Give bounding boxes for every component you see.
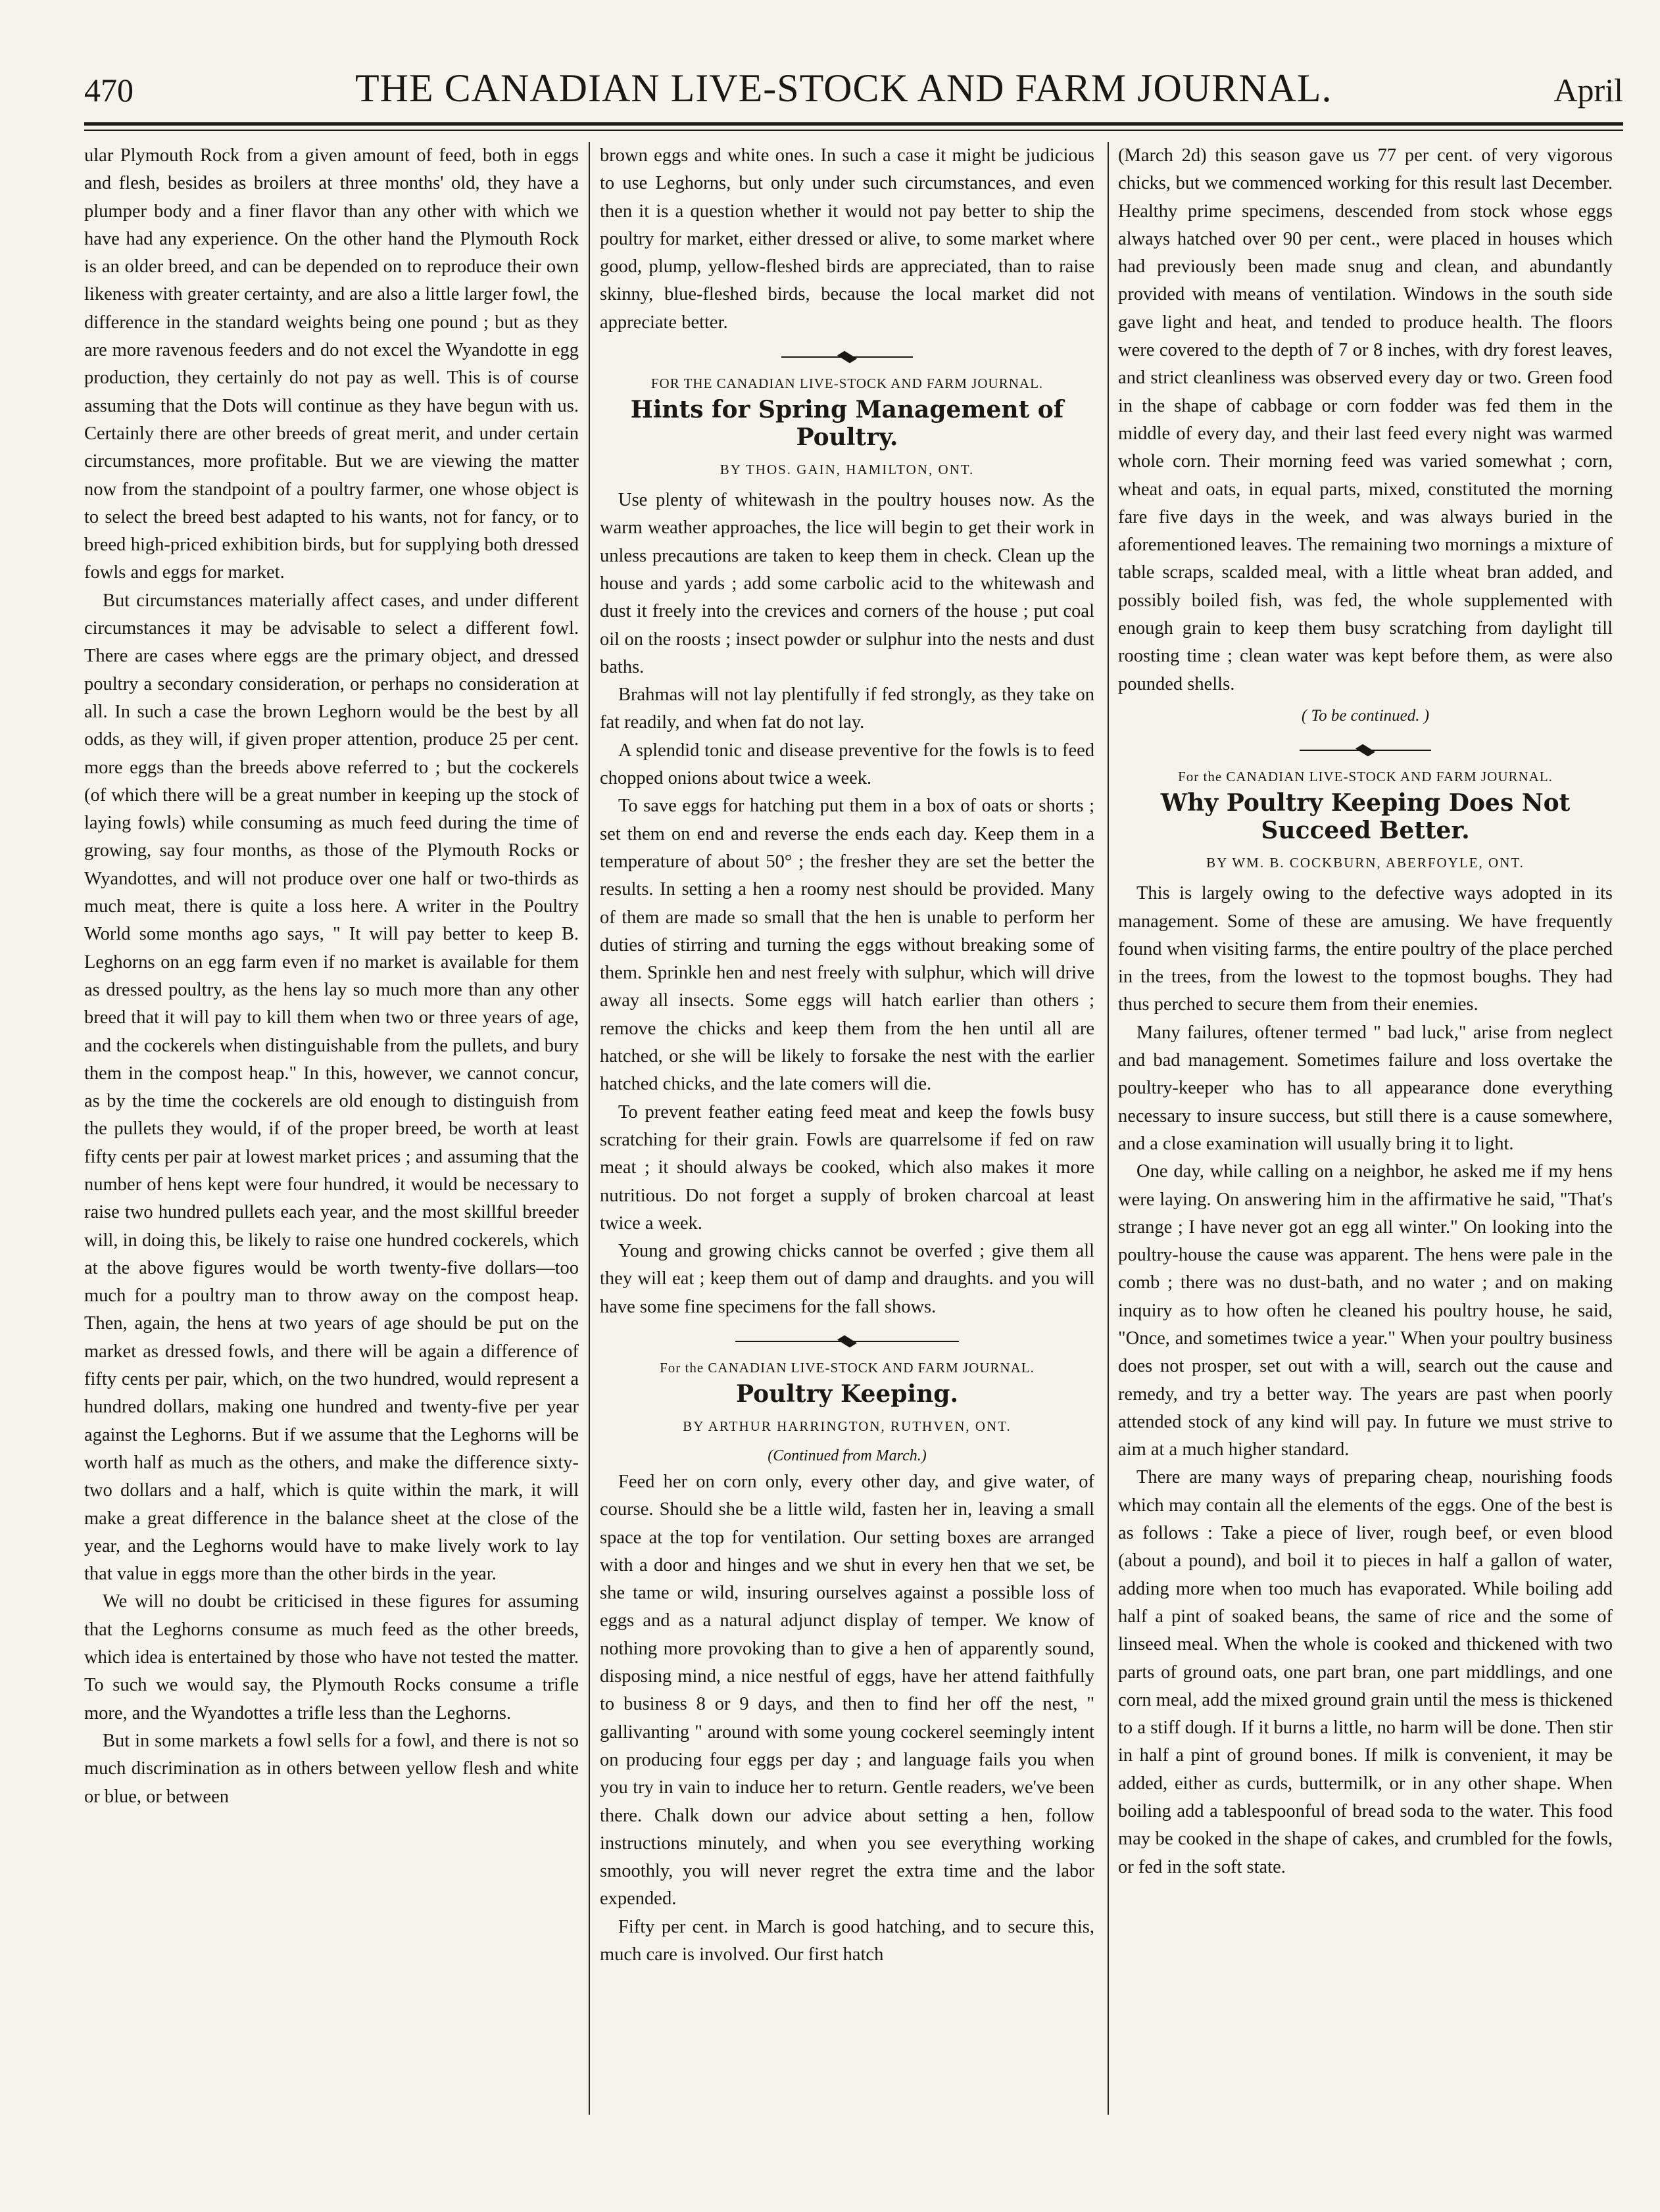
article-source: For the CANADIAN LIVE-STOCK AND FARM JOURNAL.	[1178, 769, 1553, 785]
column-3	[1118, 142, 1613, 2115]
article-title: Hints for Spring Management of Poultry.	[630, 396, 1064, 452]
header-rule-thin	[84, 130, 1623, 131]
paragraph: Fifty per cent. in March is good hatching, and to secure this, much care is involved. Our first hatch	[600, 1916, 1094, 1965]
page-number: 470	[84, 72, 134, 108]
paragraph: brown eggs and white ones. In such a case it might be judicious to use Leghorns, but only under such circumstances, and even then it is a question whether it would not pay better to ship the poultry for market, either dressed or alive, to some market where good, plump, yellow-fleshed birds are appreciated, than to raise skinny, blue-fleshed birds, because the local market did not appreciate better.	[600, 145, 1094, 333]
section-separator	[781, 354, 913, 360]
journal-title: THE CANADIAN LIVE-STOCK AND FARM JOURNAL.	[355, 66, 1332, 110]
article-byline: BY ARTHUR HARRINGTON, RUTHVEN, ONT.	[683, 1418, 1012, 1434]
paragraph: But in some markets a fowl sells for a fowl, and there is not so much discrimination as in others between yellow flesh and white or blue, or between	[84, 1730, 579, 1807]
column-divider	[589, 142, 590, 2115]
paragraph: This is largely owing to the defective ways adopted in its management. Some of these are amusing. We have frequently found when visiting farms, the entire poultry of the place perched in the trees, from the lowest to the topmost boughs. They had thus perched to secure them from their enemies.	[1118, 883, 1613, 1015]
page-header	[84, 66, 1623, 118]
paragraph: To prevent feather eating feed meat and keep the fowls busy scratching for their grain. Fowls are quarrelsome if fed on raw meat ; it should always be cooked, which also makes it more nutritious. Do not forget a supply of broken charcoal at least twice a week.	[600, 1101, 1094, 1234]
article-byline: BY WM. B. COCKBURN, ABERFOYLE, ONT.	[1206, 855, 1525, 871]
column-divider	[1108, 142, 1109, 2115]
paragraph: There are many ways of preparing cheap, nourishing foods which may contain all the elements of the eggs. One of the best is as follows : Take a piece of liver, rough beef, or even blood (about a pound), and boil it to pieces in half a gallon of water, adding more when too much has evaporated. While boiling add half a pint of soaked beans, the same of rice and the some of linseed meal. When the whole is cooked and thickened with two parts of ground oats, one part bran, one part middlings, and one corn meal, add the mixed ground grain until the mess is thickened to a stiff dough. If it burns a little, no harm will be done. Then stir in half a pint of ground bones. If milk is convenient, it may be added, either as curds, buttermilk, or in any other shape. When boiling add a tablespoonful of bread soda to the water. This food may be cooked in the shape of cakes, and crumbled for the fowls, or fed in the soft state.	[1118, 1467, 1613, 1877]
article-title: Why Poultry Keeping Does Not Succeed Better.	[1160, 789, 1571, 845]
article-source: For the CANADIAN LIVE-STOCK AND FARM JOURNAL.	[660, 1359, 1035, 1376]
column-2	[600, 142, 1094, 2115]
article-source: FOR THE CANADIAN LIVE-STOCK AND FARM JOURNAL.	[650, 375, 1044, 392]
paragraph: A splendid tonic and disease preventive for the fowls is to feed chopped onions about twice a week.	[600, 740, 1094, 789]
paragraph: We will no doubt be criticised in these figures for assuming that the Leghorns consume as much feed as the other breeds, which idea is entertained by those who have not tested the matter. To such we would say, the Plymouth Rocks consume a trifle more, and the Wyandottes a trifle less than the Leghorns.	[84, 1591, 579, 1723]
paragraph: Use plenty of whitewash in the poultry houses now. As the warm weather approaches, the lice will begin to get their work in unless precautions are taken to keep them in check. Clean up the house and yards ; add some carbolic acid to the whitewash and dust it freely into the crevices and corners of the house ; put coal oil on the roosts ; insect powder or sulphur into the nests and dust baths.	[600, 490, 1094, 677]
continued-note: (Continued from March.)	[768, 1447, 927, 1464]
paragraph: Feed her on corn only, every other day, and give water, of course. Should she be a little wild, fasten her in, leaving a small space at the top for ventilation. Our setting boxes are arranged with a door and hinges and we shut in every hen that we set, be she tame or wild, insuring ourselves against a possible loss of eggs and as a natural adjunct display of temper. We know of nothing more provoking than to give a hen of apparently sound, disposing mind, a nice nestful of eggs, have her attend faithfully to business 8 or 9 days, and then to find her off the nest, " gallivanting " around with some young cockerel seemingly intent on producing four eggs per day ; and language fails you when you try in vain to induce her to return. Gentle readers, we've been there. Chalk down our advice about setting a hen, follow instructions minutely, and when you see everything working smoothly, you will never regret the extra time and the labor expended.	[600, 1471, 1094, 1910]
header-rule	[84, 122, 1623, 126]
article-byline: BY THOS. GAIN, HAMILTON, ONT.	[720, 462, 975, 478]
section-separator	[1300, 747, 1431, 754]
paragraph: (March 2d) this season gave us 77 per cent. of very vigorous chicks, but we commenced working for this result last December. Healthy prime specimens, descended from stock whose eggs always hatched over 90 per cent., were placed in houses which had previously been made snug and clean, and abundantly provided with means of ventilation. Windows in the south side gave light and heat, and tended to produce health. The floors were covered to the depth of 7 or 8 inches, with dry forest leaves, and strict cleanliness was observed every day or two. Green food in the shape of cabbage or corn fodder was fed them in the middle of every day, and their last feed every night was warmed whole corn. Their morning feed was varied somewhat ; corn, wheat and oats, in equal parts, mixed, constituted the morning fare five days in the week, and was always buried in the aforementioned leaves. The remaining two mornings a mixture of table scraps, scalded meal, with a little wheat bran added, and possibly boiled fish, was fed, the whole supplemented with enough grain to keep them busy scratching from daylight till roosting time ; clean water was kept before them, as were also pounded shells.	[1118, 145, 1613, 694]
paragraph: Many failures, oftener termed " bad luck," arise from neglect and bad management. Sometimes failure and loss overtake the poultry-keeper who has to all appearance done everything necessary to insure success, but still there is a cause somewhere, and a close examination will usually bring it to light.	[1118, 1022, 1613, 1154]
section-separator	[735, 1338, 959, 1345]
column-1	[84, 142, 579, 2115]
paragraph: One day, while calling on a neighbor, he asked me if my hens were laying. On answering him in the affirmative he said, "That's strange ; I have never got an egg all winter." On looking into the poultry-house the cause was apparent. The hens were pale in the comb ; there was no dust-bath, and no water ; and on making inquiry as to how often he cleaned his poultry house, he said, "Once, and sometimes twice a year." When your poultry business does not prosper, set out with a will, search out the cause and remedy, and try a better way. The years are past when poorly attended stock of any kind will pay. In future we must strive to aim at a much higher standard.	[1118, 1161, 1613, 1460]
paragraph: To save eggs for hatching put them in a box of oats or shorts ; set them on end and reverse the ends each day. Keep them in a temperature of about 50° ; the fresher they are set the better the results. In setting a hen a roomy nest should be provided. Many of them are made so small that the hen is unable to perform her duties of stirring and turning the eggs without breaking some of them. Sprinkle hen and nest freely with sulphur, which will drive away all insects. Some eggs will hatch earlier than others ; remove the chicks and keep them from the hen until all are hatched, or she will be likely to forsake the nest with the earlier hatched chicks, and the late comers will die.	[600, 796, 1094, 1095]
to-be-continued-note: ( To be continued. )	[1301, 706, 1430, 725]
paragraph: But circumstances materially affect cases, and under different circumstances it may be advisable to select a different fowl. There are cases where eggs are the primary object, and dressed poultry a secondary consideration, or perhaps no consideration at all. In such a case the brown Leghorn would be the best by all odds, as they will, if given proper attention, produce 25 per cent. more eggs than the breeds above referred to ; but the cockerels (of which there will be a great number in keeping up the stock of laying fowls) while consuming as much feed during the time of growing, say four months, as those of the Plymouth Rocks or Wyandottes, and will not produce over one half or two-thirds as much meat, there is quite a loss here. A writer in the Poultry World some months ago says, " It will pay better to keep B. Leghorns on an egg farm even if no market is available for them as dressed poultry, as the hens lay so much more than any other breed that it will pay to kill them when two or three years of age, and the cockerels when distinguishable from the pullets, and bury them in the compost heap." In this, however, we cannot concur, as by the time the cockerels are old enough to distinguish from the pullets they would, if of the proper breed, be worth at least fifty cents per pair at lowest market prices ; and assuming that the number of hens kept were four hundred, it would be necessary to raise two hundred pullets each year, and the most skillful breeder will, in doing this, be likely to raise one hundred cockerels, which at the above figures would be worth twenty-five dollars—too much for a poultry man to throw away on the compost heap. Then, again, the hens at two years of age should be put on the market as dressed fowls, and there will be again a difference of fifty cents per pair, which, on the two hundred, would represent a hundred dollars, making one hundred and twenty-five per year against the Leghorns. But if we assume that the Leghorns will be worth half as much as the others, and make the difference sixty-two dollars and a half, which is quite within the mark, it will make a great difference in the balance sheet at the close of the year, and the Leghorns would have to make lively work to lay that value in eggs more than the other birds in the year.	[84, 590, 579, 1585]
paragraph: Young and growing chicks cannot be overfed ; give them all they will eat ; keep them out of damp and draughts. and you will have some fine specimens for the fall shows.	[600, 1241, 1094, 1317]
issue-month: April	[1553, 72, 1623, 108]
paragraph: ular Plymouth Rock from a given amount of feed, both in eggs and flesh, besides as broilers at three months' old, they have a plumper body and a finer flavor than any other with which we have had any experience. On the other hand the Plymouth Rock is an older breed, and can be depended on to reproduce their own likeness with greater certainty, and are also a little larger fowl, the difference in the standard weights being one pound ; but as they are more ravenous feeders and do not excel the Wyandotte in egg production, they certainly do not pay as well. This is of course assuming that the Dots will continue as they have begun with us. Certainly there are other breeds of great merit, and under certain circumstances, more profitable. But we are viewing the matter now from the standpoint of a poultry farmer, one whose object is to select the breed best adapted to his wants, not for fancy, or to breed high-priced exhibition birds, but for supplying both dressed fowls and eggs for market.	[84, 145, 579, 583]
paragraph: Brahmas will not lay plentifully if fed strongly, as they take on fat readily, and when fat do not lay.	[600, 685, 1094, 733]
article-title: Poultry Keeping.	[735, 1380, 959, 1408]
